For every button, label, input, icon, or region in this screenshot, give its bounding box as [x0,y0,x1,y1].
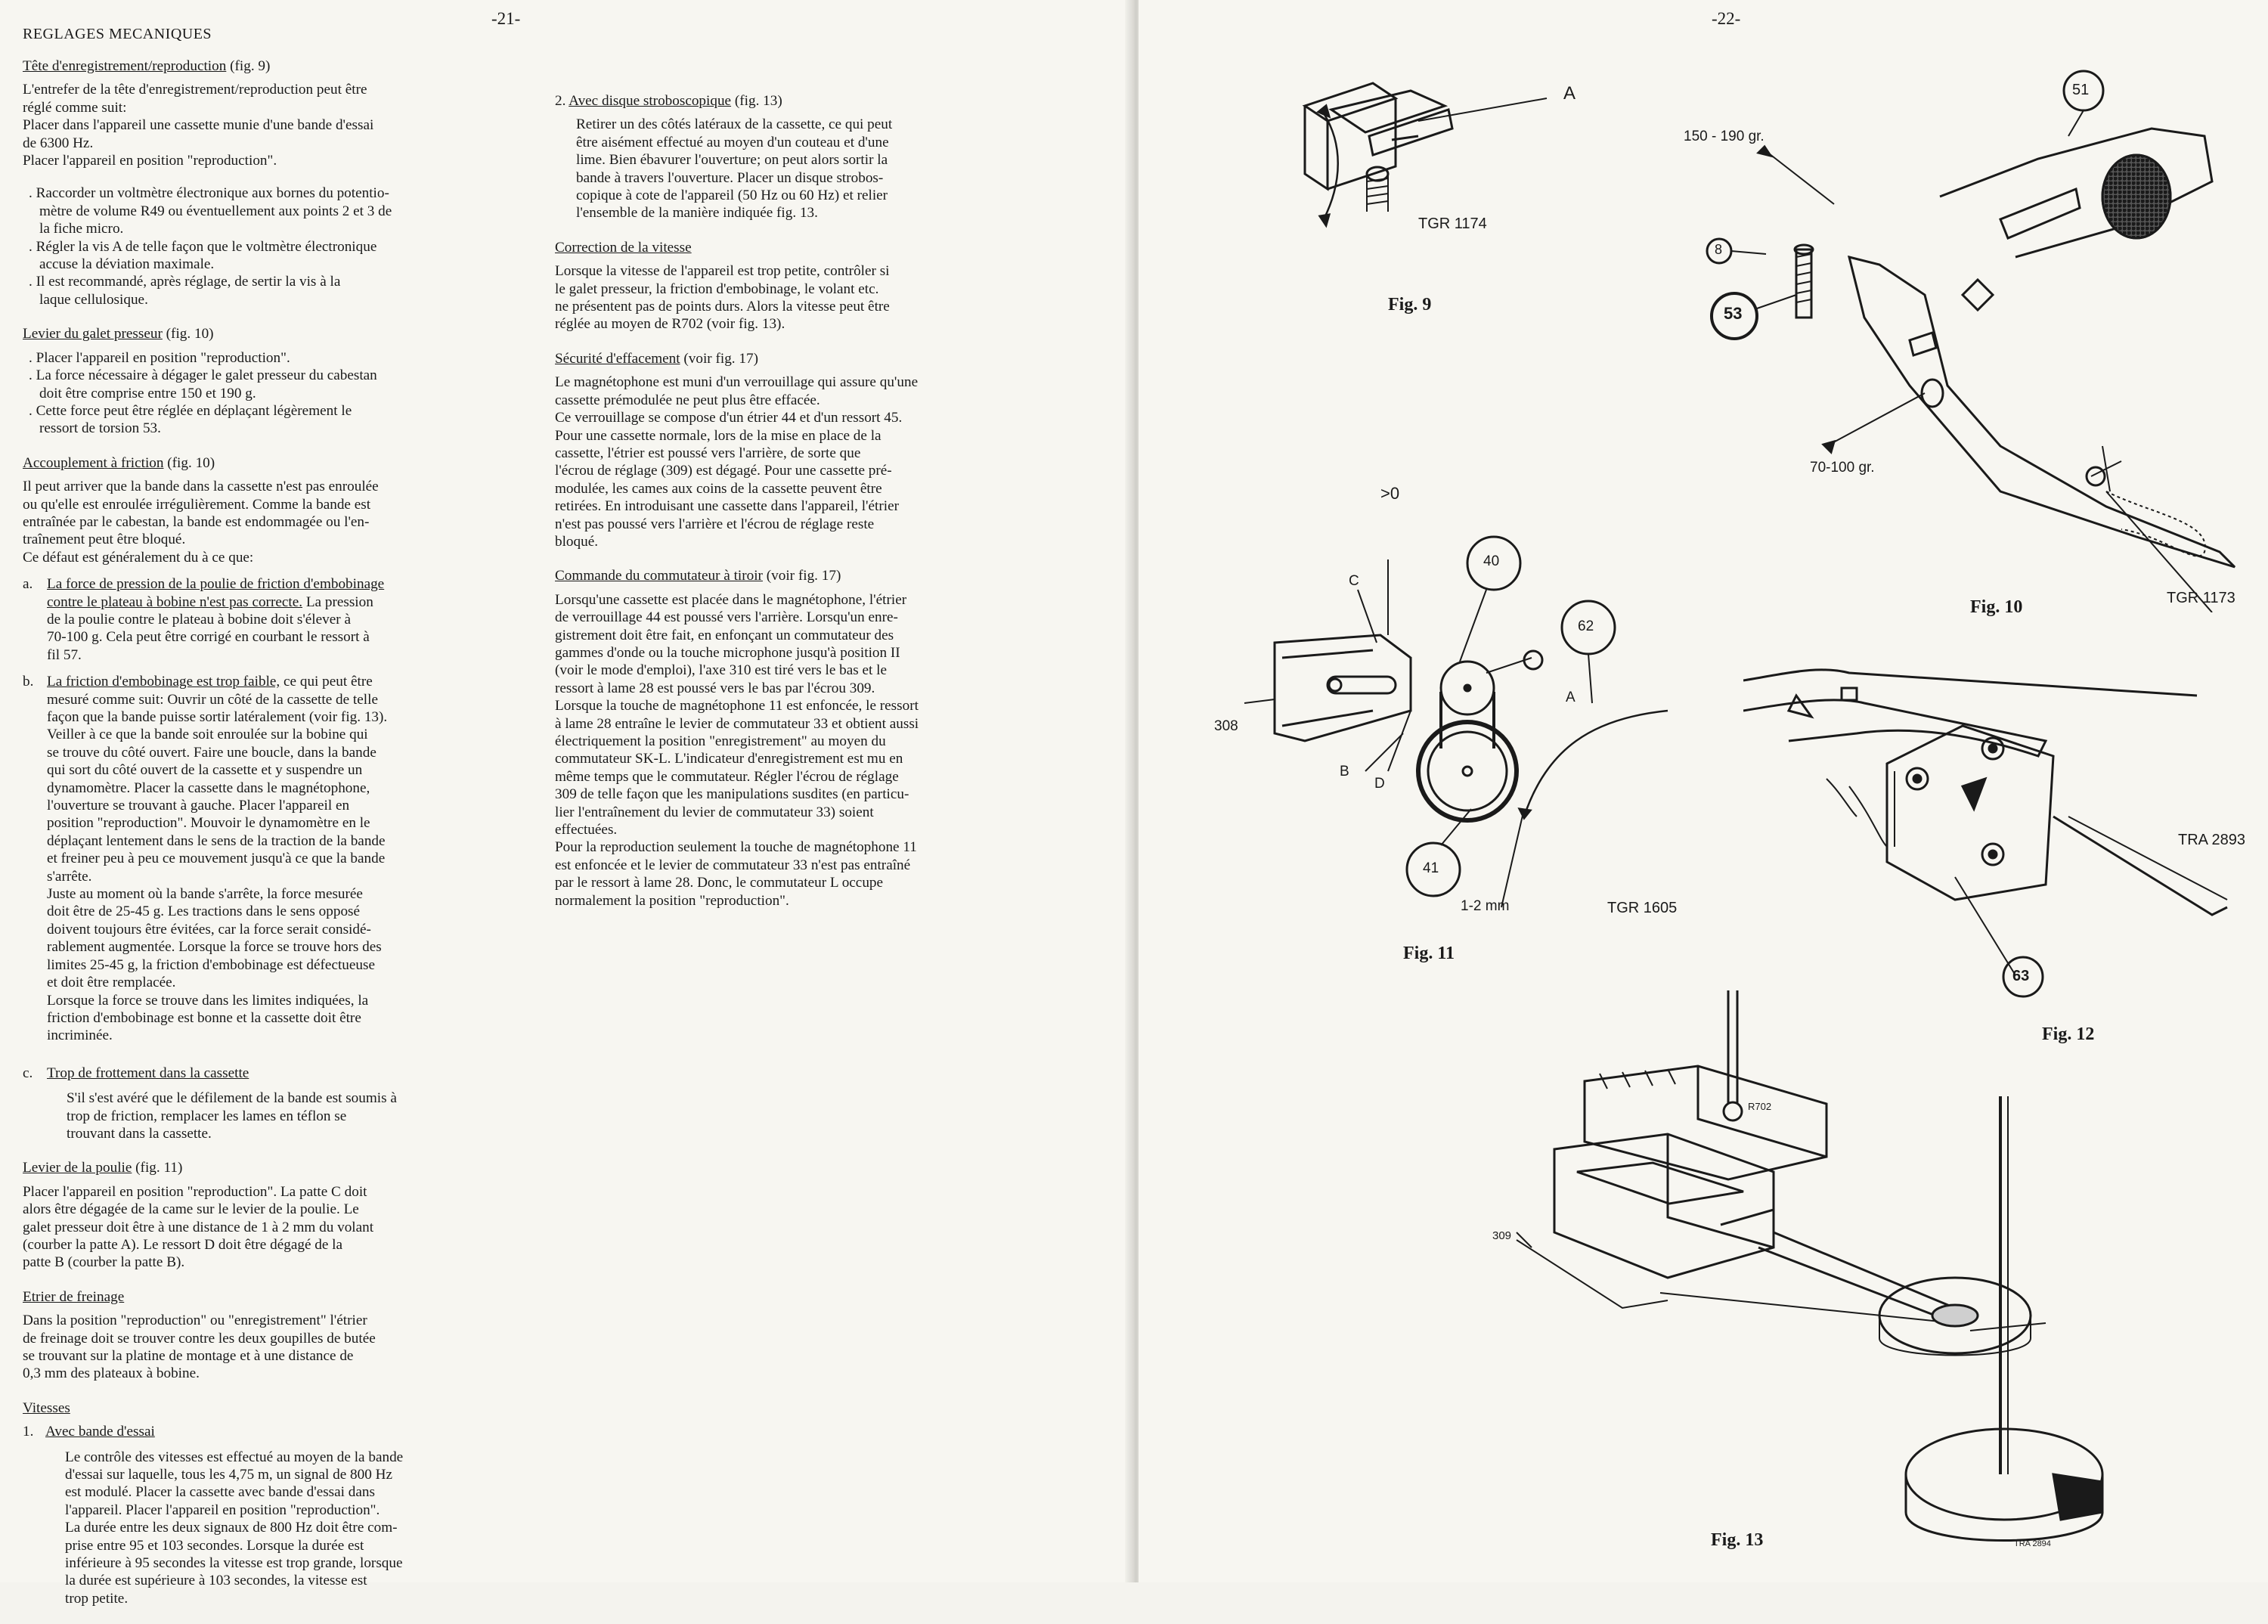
section-vitesses [23,1399,499,1607]
figure-9 [1259,76,1653,257]
fig9-tag: TGR 1174 [1418,215,1487,232]
figure-11 [1214,484,1758,930]
fig10-caption: Fig. 10 [1970,597,2023,617]
accouplement-line-3: traînement peut être bloqué. [23,532,186,548]
fig12-n63: 63 [2012,968,2030,984]
vitesses-item-1-label: 1. [23,1424,34,1440]
tete-bullet-1: . Régler la vis A de telle façon que le voltmètre électronique accuse la déviation maximale. [29,238,377,273]
figure-13 [1471,990,2152,1565]
fig10-n51: 51 [2072,82,2090,98]
heading-levier-poulie-ref: (fig. 11) [132,1160,183,1176]
item-c-label: c. [23,1065,33,1081]
heading-accouplement: Accouplement à friction [23,454,164,471]
heading-tete-ref: (fig. 9) [226,58,271,74]
heading-commande-ref: (voir fig. 17) [762,568,841,584]
fig10-n53: 53 [1724,304,1743,323]
heading-securite: Sécurité d'effacement [555,350,680,367]
tete-line-0: L'entrefer de la tête d'enregistrement/reproduction peut être [23,82,367,98]
fig11-label-d: D [1374,776,1385,792]
vitesses-item-1 [23,1423,499,1607]
fig13-caption: Fig. 13 [1711,1530,1764,1550]
left-column-1 [23,57,499,1624]
fig10-force-1: 150 - 190 gr. [1684,129,1765,144]
page-number-left: -21- [491,9,521,28]
tete-line-4: Placer l'appareil en position "reproduction". [23,153,277,169]
fig11-tag: TGR 1605 [1607,900,1678,916]
figure-13-drawing [1471,990,2152,1565]
fig11-n62: 62 [1578,618,1594,634]
figure-10-drawing [1683,68,2250,612]
item-c [23,1065,499,1143]
section-stroboscope [555,92,1036,222]
item-b [23,673,499,1045]
accouplement-line-4: Ce défaut est généralement du à ce que: [23,549,254,566]
heading-stroboscope: Avec disque stroboscopique [569,93,732,109]
heading-levier-galet-ref: (fig. 10) [162,326,214,342]
fig11-n308: 308 [1214,718,1238,734]
tete-line-3: de 6300 Hz. [23,135,94,151]
heading-correction: Correction de la vitesse [555,239,692,256]
section-levier-poulie [23,1159,499,1271]
accouplement-line-0: Il peut arriver que la bande dans la cassette n'est pas enroulée [23,479,379,495]
left-page [0,0,1132,1607]
item-a-underlined-1: La force de pression de la poulie de friction d'embobinage [47,576,385,593]
fig11-gt0: >0 [1380,484,1400,503]
accouplement-line-2: entraînée par le cabestan, la bande est endommagée ou l'en- [23,513,370,530]
fig11-gap: 1-2 mm [1461,898,1510,914]
item-c-text: S'il s'est avéré que le défilement de la bande est soumis à trop de friction, remplacer les lames en téflon se trouvant dans la cassette. [67,1090,397,1142]
section-title: REGLAGES MECANIQUES [23,26,212,42]
fig9-label-a: A [1563,83,1576,104]
fig9-caption: Fig. 9 [1388,295,1432,315]
vitesses-item-1-text: Le contrôle des vitesses est effectué au moyen de la bande d'essai sur laquelle, tous les 4,75 m, un signal de 800 Hz est modulé. Placer la cassette avec bande d'essai dans l'appareil. Placer l'appareil en position "reproduction". La durée entre les deux signaux de 800 Hz doit être com- prise entre 95 et 103 secondes. Lorsque la durée est inférieure à 95 secondes la vitesse est trop grande, lorsque la durée est supérieure à 103 secondes, la vitesse est trop petite. [65,1449,404,1607]
tete-bullet-2: . Il est recommandé, après réglage, de sertir la vis à la laque cellulosique. [29,274,341,308]
item-a-text: La pression de la poulie contre le plateau à bobine doit s'élever à 70-100 g. Cela peut être corrigé en courbant le ressort à fil 57. [47,594,373,663]
heading-vitesses: Vitesses [23,1399,70,1416]
section-accouplement [23,454,499,1143]
heading-etrier: Etrier de freinage [23,1288,125,1305]
securite-text: Le magnétophone est muni d'un verrouillage qui assure qu'une cassette prémodulée ne peut plus être effacée. Ce verrouillage se compose d'un étrier 44 et d'un ressort 45. Pour une cassette normale, lors de la mise en place de la cassette, l'étrier est poussé vers l'arrière, de sorte que l'écrou de réglage (309) est dégagé. Pour une cassette pré- modulée, les cames aux coins de la cassette peuvent être retirées. En introduisant une cassette dans l'appareil, l'étrier n'est pas poussé vers l'arrière et l'écrou de réglage reste bloqué. [555,374,919,550]
section-etrier [23,1288,499,1383]
fig11-label-a: A [1566,690,1576,705]
item-a-label: a. [23,576,33,593]
galet-bullet-2: . Cette force peut être réglée en déplaçant légèrement le ressort de torsion 53. [29,402,352,437]
fig12-caption: Fig. 12 [2042,1024,2095,1044]
heading-stroboscope-ref: (fig. 13) [731,93,782,109]
item-a-underlined-2: contre le plateau à bobine n'est pas correcte. [47,594,303,610]
fig11-n40: 40 [1483,553,1500,569]
tete-line-2: Placer dans l'appareil une cassette munie d'une bande d'essai [23,117,374,134]
fig11-label-c: C [1349,573,1359,589]
figure-10 [1683,68,2250,612]
strobo-label: 2. [555,93,566,109]
heading-levier-galet: Levier du galet presseur [23,326,163,342]
fig11-caption: Fig. 11 [1403,944,1455,963]
fig12-tag: TRA 2893 [2178,832,2245,848]
fig13-n309: 309 [1492,1229,1512,1242]
stroboscope-text: Retirer un des côtés latéraux de la cassette, ce qui peut être aisément effectué au moyen d'un couteau et d'une lime. Bien ébavurer l'ouverture; on peut alors sortir la bande à travers l'ouverture. Placer un disque strobos- copique à cote de l'appareil (50 Hz ou 60 Hz) et relier l'ensemble de la manière indiquée fig. 13. [576,116,893,222]
heading-commande: Commande du commutateur à tiroir [555,568,763,584]
page-number-right: -22- [1712,9,1741,28]
item-a [23,575,499,664]
item-b-label: b. [23,674,34,690]
figure-12 [1743,650,2257,1006]
vitesses-item-1-heading: Avec bande d'essai [45,1424,155,1440]
heading-tete: Tête d'enregistrement/reproduction [23,58,227,74]
commande-text: Lorsqu'une cassette est placée dans le magnétophone, l'étrier de verrouillage 44 est poussé vers l'arrière. Lorsqu'un enre- gistrement doit être fait, en enfonçant un commutateur des gammes d'onde ou la touche microphone jusqu'à position II (voir le mode d'emploi), l'axe 310 est tiré vers le bas et le ressort à lame 28 est poussé vers le bas par l'écrou 309. Lorsque la touche de magnétophone 11 est enfoncée, le ressort à lame 28 entraîne le levier de commutateur 33 et obtient aussi électriquement la position "enregistrement" au moyen du commutateur SK-L. L'indicateur d'enregistrement est mu en même temps que le commutateur. Régler l'écrou de réglage 309 de telle façon que les manipulations susdites (en particu- lier l'entraînement du levier de commutateur 33) soient effectuées. Pour la reproduction seulement la touche de magnétophone 11 est enfoncée et le levier de commutateur 33 n'est pas entraîné par le ressort à lame 28. Donc, le commutateur L occupe normalement la position "reproduction". [555,591,919,909]
accouplement-line-1: ou qu'elle est enroulée irrégulièrement. Comme la bande est [23,496,371,513]
fig13-r702: R702 [1748,1101,1772,1112]
right-page [1139,0,2268,1582]
fig10-force-2: 70-100 gr. [1810,460,1875,476]
galet-bullet-1: . La force nécessaire à dégager le galet presseur du cabestan doit être comprise entre 150 et 190 g. [29,367,377,401]
fig10-n8: 8 [1715,242,1723,257]
heading-levier-poulie: Levier de la poulie [23,1160,132,1176]
section-levier-galet [23,325,499,437]
fig11-n41: 41 [1423,860,1439,876]
levier-poulie-text: Placer l'appareil en position "reproduction". La patte C doit alors être dégagée de la came sur le levier de la poulie. Le galet presseur doit être à une distance de 1 à 2 mm du volant (courber la patte A). Le ressort D doit être dégagé de la patte B (courber la patte B). [23,1183,374,1271]
fig11-label-b: B [1340,764,1349,779]
fig10-tag: TGR 1173 [2167,590,2235,606]
etrier-text: Dans la position "reproduction" ou "enregistrement" l'étrier de freinage doit se trouver contre les deux goupilles de butée se trouvant sur la platine de montage et à une distance de 0,3 mm des plateaux à bobine. [23,1313,376,1382]
tete-bullet-0: . Raccorder un voltmètre électronique aux bornes du potentio- mètre de volume R49 ou éventuellement aux points 2 et 3 de la fiche micro. [29,185,392,237]
heading-accouplement-ref: (fig. 10) [163,454,215,471]
section-tete [23,57,499,308]
figure-12-drawing [1743,650,2257,1006]
tete-line-1: réglé comme suit: [23,99,127,116]
section-commande [555,567,1036,910]
item-b-text: ce qui peut être mesuré comme suit: Ouvrir un côté de la cassette de telle façon que la bande puisse sortir latéralement (voir fig. 13). Veiller à ce que la bande soit enroulée sur la bobine qui se trouve du côté ouvert. Faire une boucle, dans la bande qui sort du côté ouvert de la cassette et y suspendre un dynamomètre. Placer la cassette dans le magnétophone, l'ouverture se trouvant à gauche. Placer l'appareil en position "reproduction". Mouvoir le dynamomètre en le déplaçant lentement dans le sens de la traction de la bande et freiner peu à peu ce mouvement jusqu'à ce que la bande s'arrête. Juste au moment où la bande s'arrête, la force mesurée doit être de 25-45 g. Les tractions dans le sens opposé doivent toujours être évitées, car la force serait considé- rablement augmentée. Lorsque la force se trouve hors des limites 25-45 g, la friction d'embobinage est défectueuse et doit être remplacée. Lorsque la force se trouve dans les limites indiquées, la friction d'embobinage est bonne et la cassette doit être incriminée. [47,674,388,1044]
item-c-underlined: Trop de frottement dans la cassette [47,1065,249,1081]
section-correction [555,239,1036,333]
correction-text: Lorsque la vitesse de l'appareil est trop petite, contrôler si le galet presseur, la friction d'embobinage, le volant etc. ne présentent pas de points durs. Alors la vitesse peut être réglée au moyen de R702 (voir fig. 13). [555,263,890,333]
figure-11-drawing [1214,484,1758,930]
galet-bullet-0: . Placer l'appareil en position "reproduction". [29,349,290,366]
section-securite [555,350,1036,550]
left-column-2 [555,92,1036,926]
fig13-tag: TRA 2894 [2014,1539,2051,1548]
item-b-underlined: La friction d'embobinage est trop faible, [47,674,280,690]
heading-securite-ref: (voir fig. 17) [680,350,758,367]
